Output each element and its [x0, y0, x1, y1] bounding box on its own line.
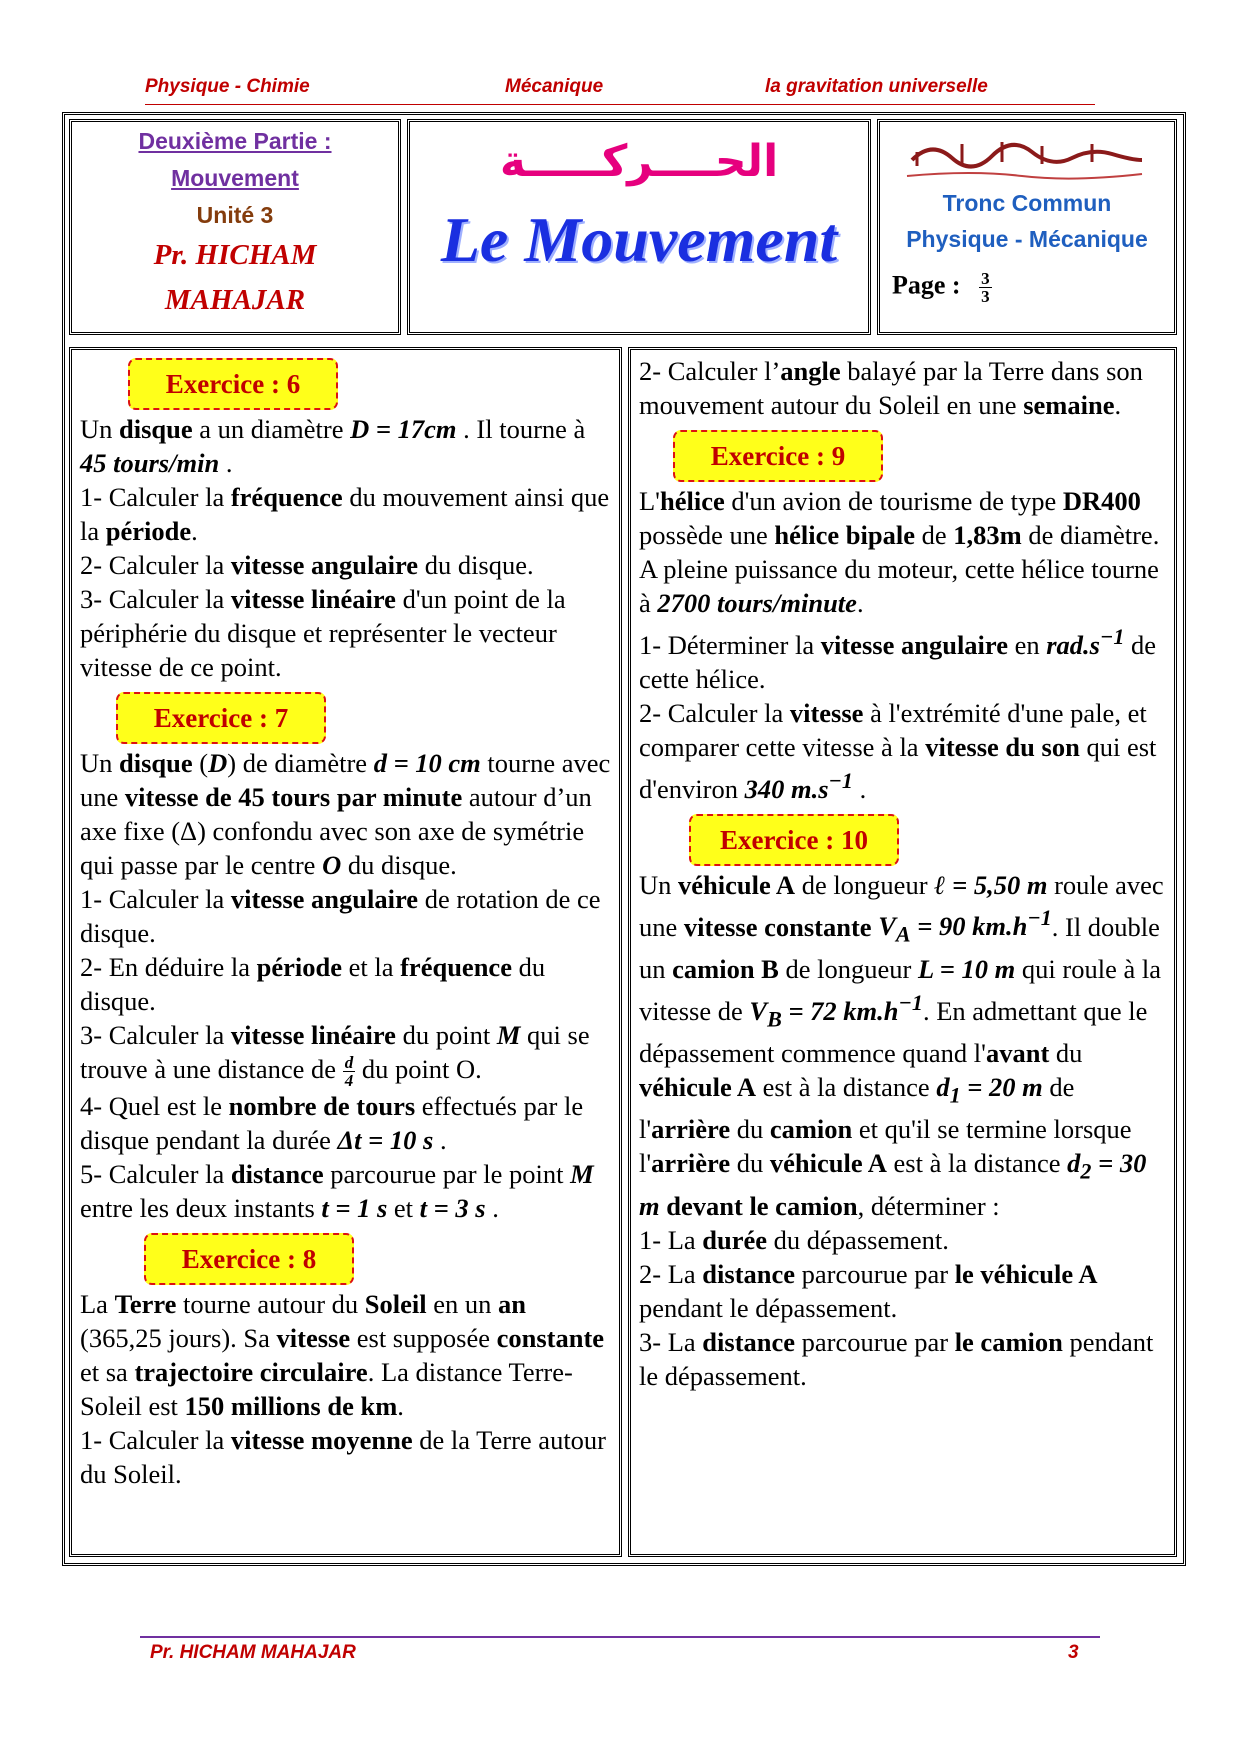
ex7-q3: 3- Calculer la vitesse linéaire du point M qui se trouve à une distance de $\frac{d}{4}$ du point O. — [80, 1020, 590, 1091]
banner-left-cell — [69, 119, 401, 335]
footer-rule — [140, 1636, 1100, 1638]
page-denominator: 3 — [981, 287, 990, 306]
part-name: Mouvement — [171, 165, 299, 191]
header-chapter: la gravitation universelle — [765, 76, 988, 97]
ex6-q2: 2- Calculer la vitesse angulaire du disque. — [80, 550, 534, 580]
exercise-6-badge: Exercice : 6 — [128, 358, 338, 410]
ex6-q1: 1- Calculer la fréquence du mouvement ainsi que la période. — [80, 482, 610, 546]
ex8-text: La Terre tourne autour du Soleil en un an (365,25 jours). Sa vitesse est supposée constante et sa trajectoire circulaire. La distance Terre-Soleil est 150 millions de km. — [80, 1289, 605, 1422]
ex6-text: Un disque a un diamètre D = 17cm . Il tourne à 45 tours/min . — [80, 414, 586, 478]
page-numerator: 3 — [981, 269, 990, 288]
banner-right-cell — [877, 119, 1177, 335]
exercise-7-badge: Exercice : 7 — [116, 692, 326, 744]
ex9-text: L'hélice d'un avion de tourisme de type DR400 possède une hélice bipale de 1,83m de diamètre. A pleine puissance du moteur, cette hélice tourne à 2700 tours/minute. — [639, 486, 1160, 618]
ex7-text: Un disque (D) de diamètre d = 10 cm tourne avec une vitesse de 45 tours par minute autour d’un axe fixe (Δ) confondu avec son axe de symétrie qui passe par le centre O du disque. — [80, 748, 611, 880]
footer-page-number: 3 — [1068, 1642, 1079, 1663]
ex10-q2: 2- La distance parcourue par le véhicule A pendant le dépassement. — [639, 1258, 1098, 1323]
ex7-q1: 1- Calculer la vitesse angulaire de rotation de ce disque. — [80, 884, 601, 948]
ex6-q3: 3- Calculer la vitesse linéaire d'un point de la périphérie du disque et représenter le vecteur vitesse de ce point. — [80, 584, 566, 682]
header-domain: Mécanique — [505, 76, 604, 97]
ex8-q2: 2- Calculer l’angle balayé par la Terre dans son mouvement autour du Soleil en une semaine. — [639, 356, 1143, 420]
right-column — [628, 347, 1177, 1557]
page-label — [892, 270, 992, 305]
exercise-10-badge: Exercice : 10 — [689, 814, 899, 866]
ex7-q2: 2- En déduire la période et la fréquence du disque. — [80, 952, 546, 1016]
ex7-q5: 5- Calculer la distance parcourue par le point M entre les deux instants t = 1 s et t = 3 s . — [80, 1159, 594, 1224]
page-fraction — [979, 270, 992, 305]
footer-author: Pr. HICHAM MAHAJAR — [150, 1642, 356, 1663]
author-line-2: MAHAJAR — [164, 284, 306, 316]
level-label: Tronc Commun — [942, 190, 1112, 216]
banner-center-cell — [407, 119, 871, 335]
page-title: Le Mouvement — [440, 204, 838, 275]
author-line-1: Pr. HICHAM — [153, 239, 317, 271]
header-subject: Physique - Chimie — [145, 76, 310, 97]
ex7-q4: 4- Quel est le nombre de tours effectués par le disque pendant la durée Δt = 10 s . — [80, 1091, 584, 1156]
subject-label: Physique - Mécanique — [906, 226, 1148, 252]
page-label-text: Page : — [892, 270, 961, 300]
exercise-8-badge: Exercice : 8 — [144, 1233, 354, 1285]
unit-label: Unité 3 — [196, 202, 274, 228]
ex10-text: Un véhicule A de longueur ℓ = 5,50 m roule avec une vitesse constante $V_A = 90$ $km.h^{-1}$. Il double un camion B de longueur L = 10 m qui roule à la vitesse de $V_B = 72$ $km.h^{-1}$. En admettant que le dépassement commence quand l'avant du véhicule A est à la distance $d_1 = 20$ m de l'arrière du camion et qu'il se termine lorsque l'arrière du véhicule A est à la distance $d_2 = 30$ m devant le camion, déterminer : — [639, 869, 1164, 1221]
exercise-columns — [69, 347, 1177, 1559]
title-banner — [69, 119, 1177, 341]
arabic-title: الحــــركـــــة — [499, 136, 779, 187]
left-column — [69, 347, 622, 1557]
basmala-calligraphy — [892, 130, 1152, 186]
ex9-q1: 1- Déterminer la vitesse angulaire en $rad.s^{-1}$ de cette hélice. — [639, 624, 1157, 694]
page-frame — [62, 112, 1186, 1566]
part-label: Deuxième Partie : — [138, 128, 332, 154]
ex10-q3: 3- La distance parcourue par le camion pendant le dépassement. — [639, 1326, 1154, 1391]
ex10-q1: 1- La durée du dépassement. — [639, 1224, 949, 1255]
ex9-q2: 2- Calculer la vitesse à l'extrémité d'une pale, et comparer cette vitesse à la vitesse du son qui est d'environ 340 $m.s^{-1}$ . — [639, 697, 1157, 804]
ex8-q1: 1- Calculer la vitesse moyenne de la Terre autour du Soleil. — [80, 1425, 607, 1490]
exercise-9-badge: Exercice : 9 — [673, 430, 883, 482]
running-header — [145, 74, 1095, 105]
